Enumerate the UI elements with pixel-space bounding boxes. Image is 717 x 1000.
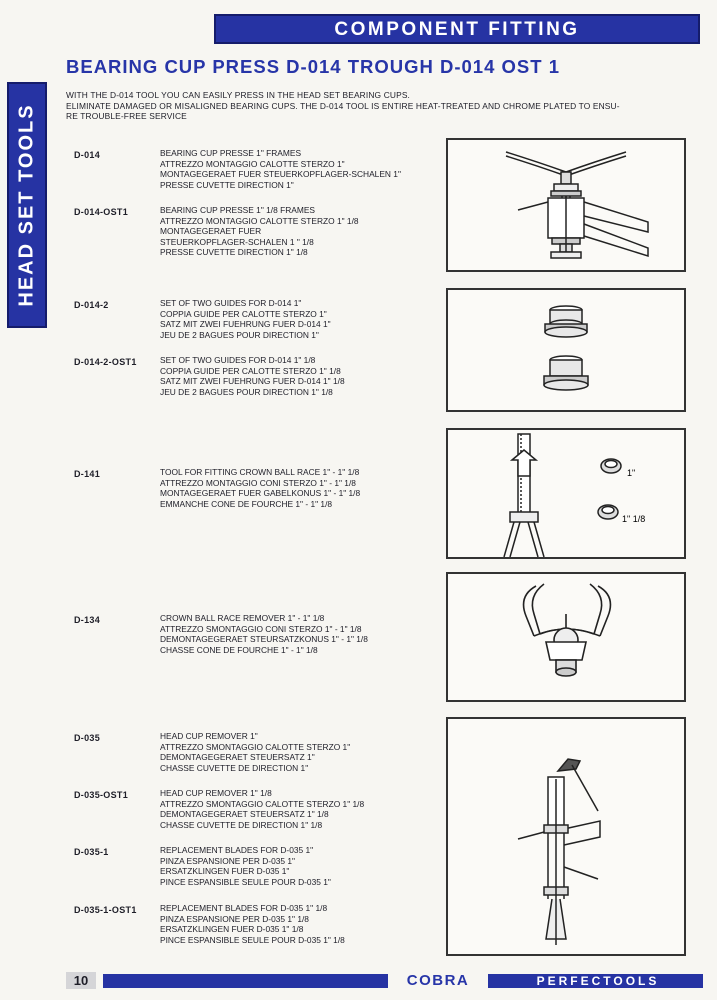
desc-line: PINCE ESPANSIBLE SEULE POUR D-035 1" 1/8 xyxy=(160,934,345,945)
desc-line: ATTREZZO MONTAGGIO CONI STERZO 1" - 1" 1/8 xyxy=(160,477,356,488)
desc-line: JEU DE 2 BAGUES POUR DIRECTION 1" 1/8 xyxy=(160,386,333,397)
desc-line: SET OF TWO GUIDES FOR D-014 1" xyxy=(160,298,302,308)
crown-race-remover-drawing xyxy=(448,574,684,700)
product-code-d141: D-141 xyxy=(74,469,101,479)
ring-size-label: 1" xyxy=(627,468,636,478)
desc-line: SATZ MIT ZWEI FUEHRUNG FUER D-014 1" xyxy=(160,319,331,330)
head-cup-remover-illustration xyxy=(446,717,686,956)
desc-line: PINZA ESPANSIONE PER D-035 1" xyxy=(160,855,295,866)
product-desc-d035-ost1 xyxy=(160,788,435,830)
desc-line: COPPIA GUIDE PER CALOTTE STERZO 1" xyxy=(160,308,327,319)
desc-line: MONTAGEGERAET FUER STEUERKOPFLAGER-SCHALEN 1" xyxy=(160,169,401,180)
desc-line: REPLACEMENT BLADES FOR D-035 1" 1/8 xyxy=(160,903,328,913)
crown-race-fitting-illustration xyxy=(446,428,686,559)
product-desc-d134 xyxy=(160,613,435,655)
desc-line: SATZ MIT ZWEI FUEHRUNG FUER D-014 1" 1/8 xyxy=(160,376,345,387)
desc-line: MONTAGEGERAET FUER GABELKONUS 1" - 1" 1/8 xyxy=(160,488,361,499)
product-code-d035-ost1: D-035-OST1 xyxy=(74,790,129,800)
desc-line: ATTREZZO SMONTAGGIO CONI STERZO 1" - 1" 1/8 xyxy=(160,623,362,634)
product-code-d035-1-ost1: D-035-1-OST1 xyxy=(74,905,137,915)
product-code-d035: D-035 xyxy=(74,733,101,743)
section-header-bar xyxy=(214,14,700,44)
intro-line: WITH THE D-014 TOOL YOU CAN EASILY PRESS IN THE HEAD SET BEARING CUPS. xyxy=(66,90,411,100)
crown-race-remover-illustration xyxy=(446,572,686,702)
desc-line: HEAD CUP REMOVER 1" xyxy=(160,731,258,741)
page-number: 10 xyxy=(66,972,96,989)
desc-line: ATTREZZO SMONTAGGIO CALOTTE STERZO 1" xyxy=(160,741,351,752)
desc-line: ATTREZZO SMONTAGGIO CALOTTE STERZO 1" 1/8 xyxy=(160,798,365,809)
desc-line: DEMONTAGEGERAET STEURSATZKONUS 1" - 1" 1/8 xyxy=(160,634,368,645)
intro-paragraph xyxy=(66,90,686,122)
desc-line: SET OF TWO GUIDES FOR D-014 1" 1/8 xyxy=(160,355,316,365)
desc-line: HEAD CUP REMOVER 1" 1/8 xyxy=(160,788,272,798)
sidebar-label: HEAD SET TOOLS xyxy=(15,103,38,307)
brand-tagline: PERFECTOOLS xyxy=(536,974,660,988)
product-code-d014: D-014 xyxy=(74,150,101,160)
desc-line: PINCE ESPANSIBLE SEULE POUR D-035 1" xyxy=(160,876,331,887)
product-code-d035-1: D-035-1 xyxy=(74,847,109,857)
section-title: COMPONENT FITTING xyxy=(334,19,580,40)
desc-line: PINZA ESPANSIONE PER D-035 1" 1/8 xyxy=(160,913,309,924)
desc-line: CHASSE CUVETTE DE DIRECTION 1" xyxy=(160,762,309,773)
product-code-d014-ost1: D-014-OST1 xyxy=(74,207,129,217)
bearing-cup-press-illustration xyxy=(446,138,686,272)
product-desc-d014-2-ost1 xyxy=(160,355,435,397)
product-desc-d035-1 xyxy=(160,845,435,887)
desc-line: DEMONTAGEGERAET STEUERSATZ 1" 1/8 xyxy=(160,809,329,820)
product-code-d014-2: D-014-2 xyxy=(74,300,109,310)
intro-line: RE TROUBLE-FREE SERVICE xyxy=(66,111,187,121)
ring-size-label: 1" 1/8 xyxy=(622,514,646,524)
product-code-d134: D-134 xyxy=(74,615,101,625)
product-desc-d014 xyxy=(160,148,435,190)
desc-line: JEU DE 2 BAGUES POUR DIRECTION 1" xyxy=(160,329,319,340)
desc-line: TOOL FOR FITTING CROWN BALL RACE 1" - 1" 1/8 xyxy=(160,467,360,477)
desc-line: EMMANCHE CONE DE FOURCHE 1" - 1" 1/8 xyxy=(160,498,333,509)
desc-line: DEMONTAGEGERAET STEUERSATZ 1" xyxy=(160,752,315,763)
desc-line: CROWN BALL RACE REMOVER 1" - 1" 1/8 xyxy=(160,613,325,623)
head-cup-remover-drawing xyxy=(448,719,684,954)
sidebar-tab xyxy=(7,82,47,328)
desc-line: COPPIA GUIDE PER CALOTTE STERZO 1" 1/8 xyxy=(160,365,341,376)
product-desc-d014-ost1 xyxy=(160,205,435,258)
desc-line: PRESSE CUVETTE DIRECTION 1" xyxy=(160,179,294,190)
desc-line: CHASSE CONE DE FOURCHE 1" - 1" 1/8 xyxy=(160,644,318,655)
desc-line: MONTAGEGERAET FUER xyxy=(160,226,262,237)
product-desc-d014-2 xyxy=(160,298,435,340)
product-code-d014-2-ost1: D-014-2-OST1 xyxy=(74,357,137,367)
desc-line: ATTREZZO MONTAGGIO CALOTTE STERZO 1" xyxy=(160,158,345,169)
guides-drawing xyxy=(448,290,684,410)
crown-race-fitting-drawing xyxy=(448,430,684,557)
page-title: BEARING CUP PRESS D-014 TROUGH D-014 OST 1 xyxy=(66,56,560,77)
desc-line: CHASSE CUVETTE DE DIRECTION 1" 1/8 xyxy=(160,819,323,830)
desc-line: BEARING CUP PRESSE 1" FRAMES xyxy=(160,148,302,158)
desc-line: ATTREZZO MONTAGGIO CALOTTE STERZO 1" 1/8 xyxy=(160,215,359,226)
bearing-press-drawing xyxy=(448,140,684,270)
desc-line: ERSATZKLINGEN FUER D-035 1" 1/8 xyxy=(160,924,304,935)
product-desc-d141 xyxy=(160,467,435,509)
product-desc-d035-1-ost1 xyxy=(160,903,435,945)
desc-line: REPLACEMENT BLADES FOR D-035 1" xyxy=(160,845,314,855)
guides-illustration xyxy=(446,288,686,412)
brand-logo: COBRA xyxy=(388,971,488,991)
desc-line: ERSATZKLINGEN FUER D-035 1" xyxy=(160,866,290,877)
desc-line: PRESSE CUVETTE DIRECTION 1" 1/8 xyxy=(160,247,308,258)
desc-line: STEUERKOPFLAGER-SCHALEN 1 " 1/8 xyxy=(160,236,314,247)
product-desc-d035 xyxy=(160,731,435,773)
desc-line: BEARING CUP PRESSE 1" 1/8 FRAMES xyxy=(160,205,316,215)
intro-line: ELIMINATE DAMAGED OR MISALIGNED BEARING CUPS. THE D-014 TOOL IS ENTIRE HEAT-TREATED AND CHROME PLATED TO ENSU- xyxy=(66,100,620,111)
